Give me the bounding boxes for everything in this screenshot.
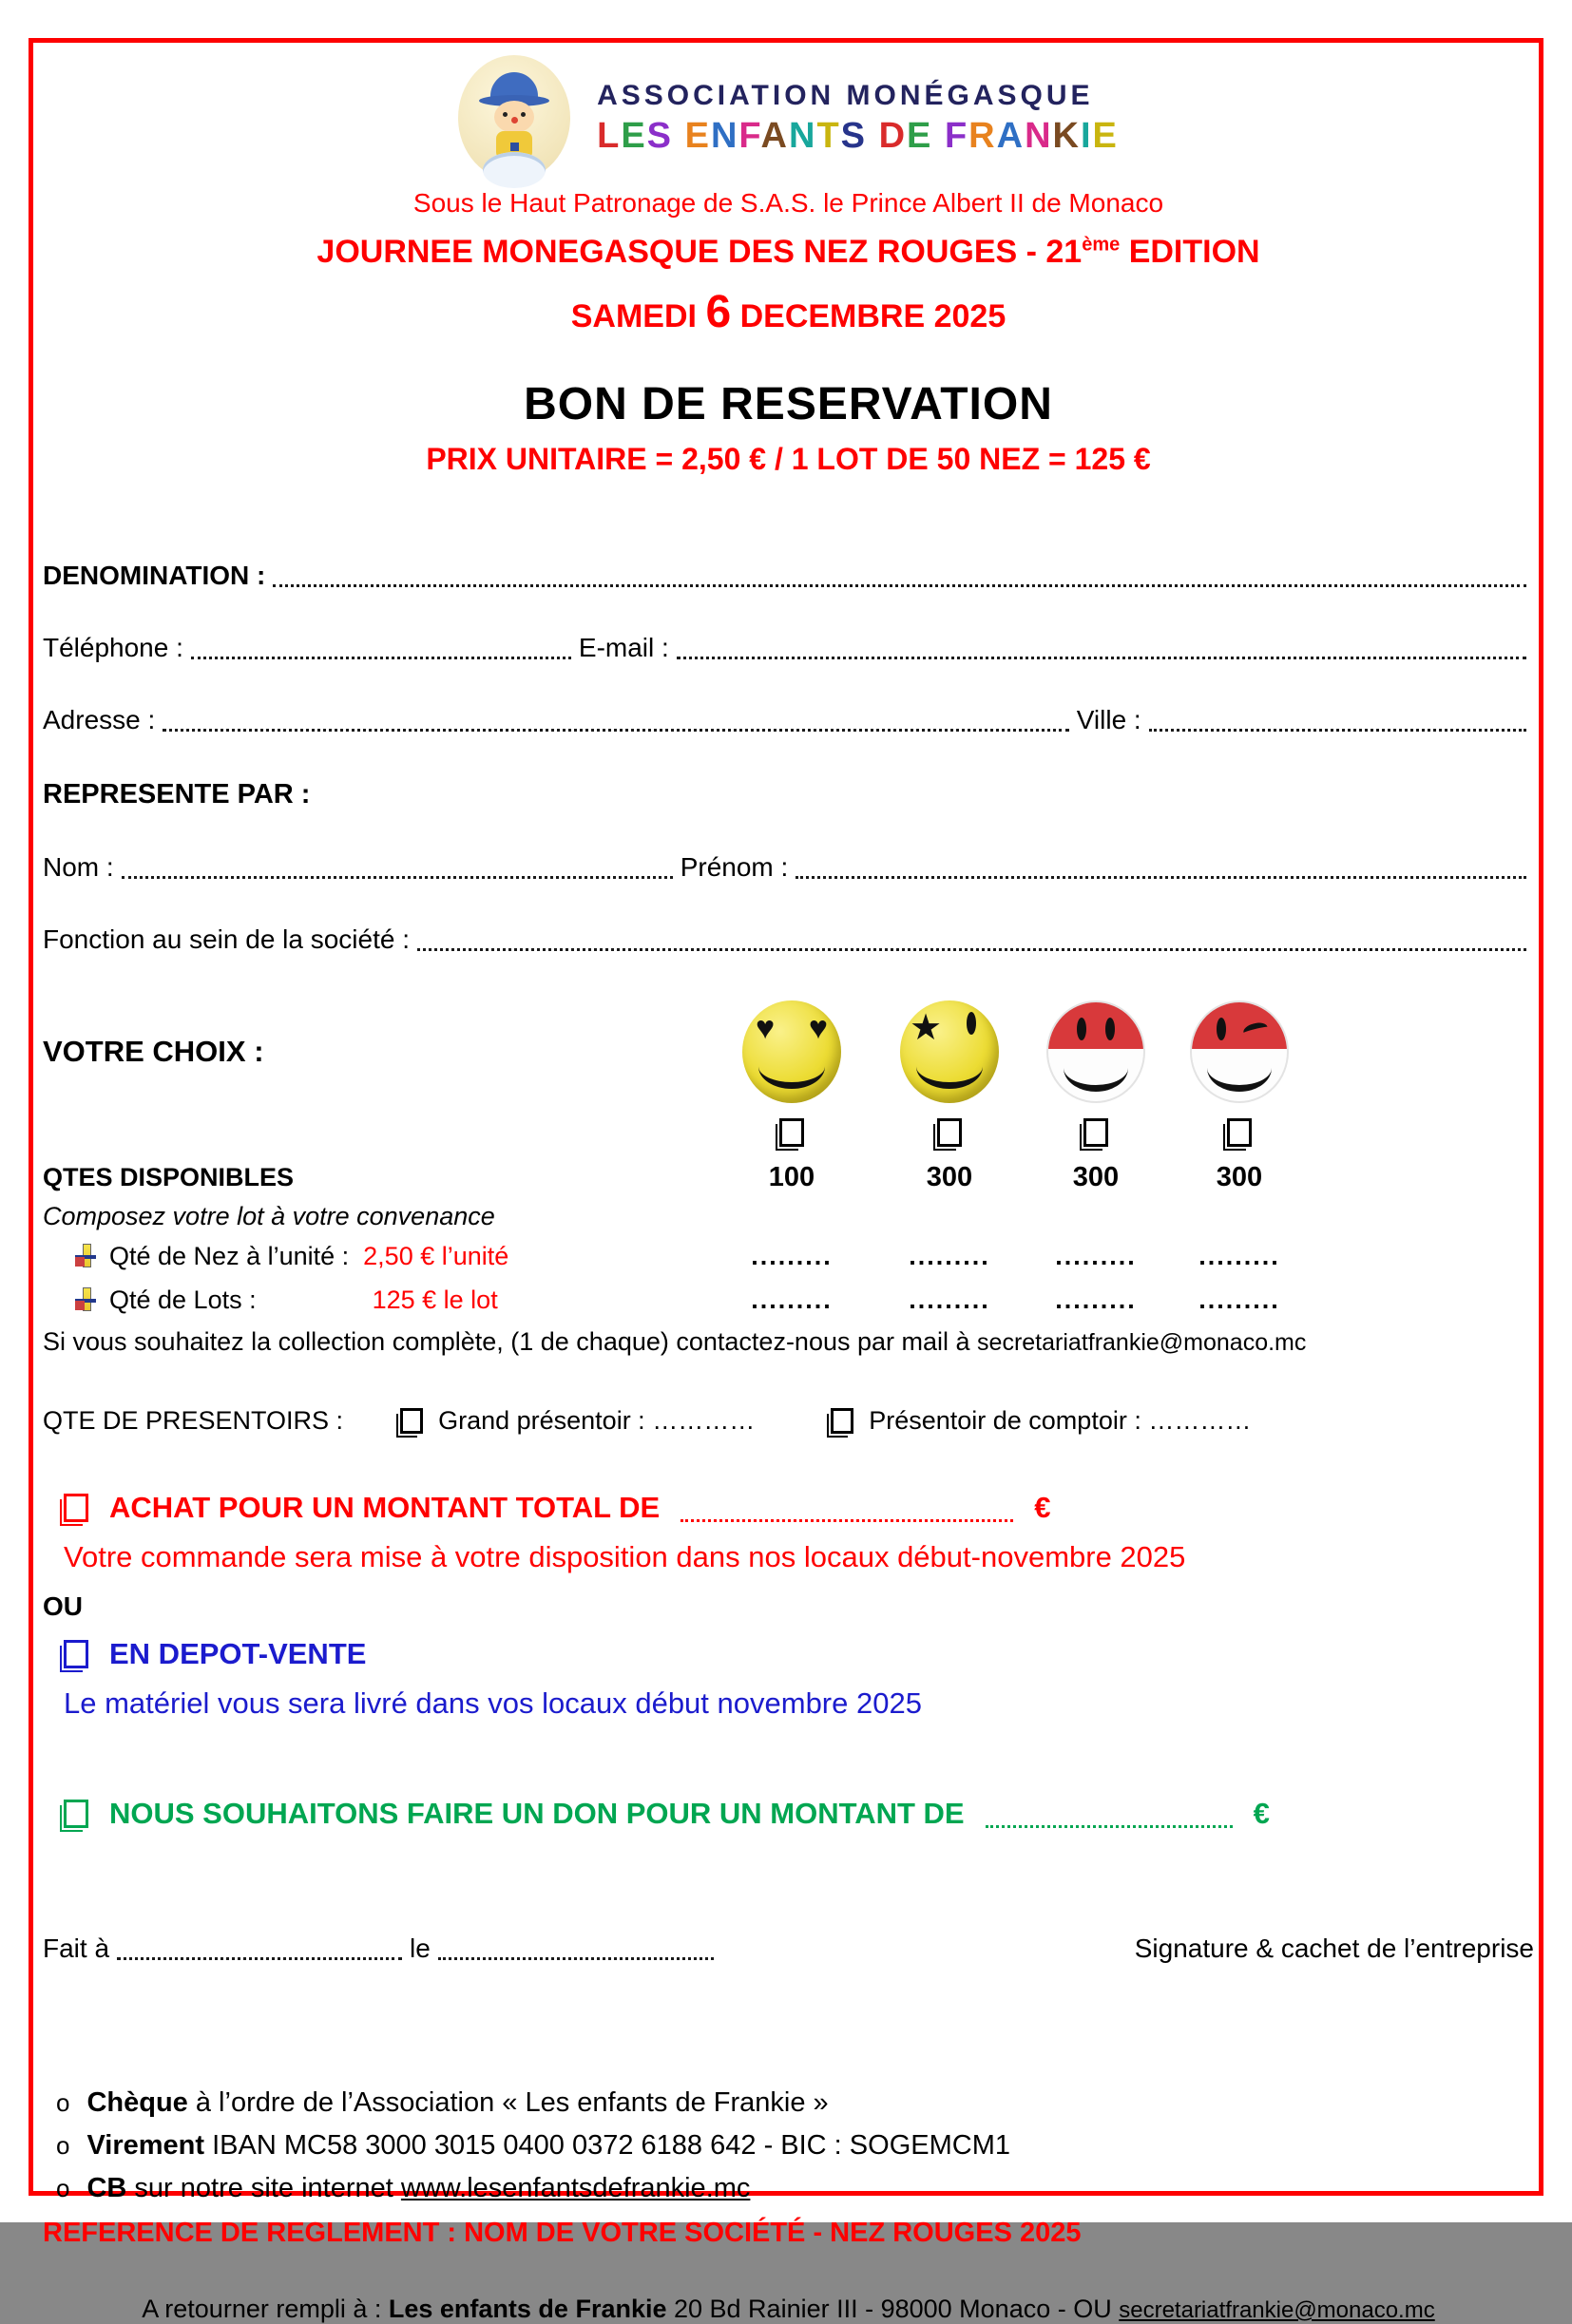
don-amount-field[interactable] (986, 1799, 1233, 1828)
star-eye-smiley-icon: ★ (900, 1000, 999, 1103)
unit-qty-field-3[interactable]: ......... (1055, 1241, 1137, 1270)
payment-cheque: o Chèque à l’ordre de l’Association « Les enfants de Frankie » (56, 2087, 829, 2118)
depot-vente-checkbox[interactable] (64, 1640, 88, 1668)
qty-available-1: 100 (768, 1161, 815, 1192)
telephone-label: Téléphone : (43, 633, 183, 662)
event-title: JOURNEE MONEGASQUE DES NEZ ROUGES - 21ème EDITION (316, 234, 1260, 270)
achat-label: ACHAT POUR UN MONTANT TOTAL DE (109, 1491, 661, 1524)
votre-choix-label: VOTRE CHOIX : (43, 1035, 264, 1068)
plus-bullet-icon (75, 1287, 96, 1313)
signature-cachet-label: Signature & cachet de l’entreprise (1134, 1933, 1534, 1963)
payment-cb: o CB sur notre site internet www.lesenfantsdefrankie.mc (56, 2173, 751, 2203)
unit-qty-field-1[interactable]: ......... (751, 1241, 833, 1270)
unit-qty-row-label: Qté de Nez à l’unité : 2,50 € l’unité (43, 1234, 708, 1278)
signature-row (43, 1933, 1534, 1964)
presentoir-comptoir-checkbox[interactable] (831, 1408, 853, 1434)
association-name-line2: LES ENFANTS DE FRANKIE (597, 115, 1119, 156)
depot-vente-label: EN DEPOT-VENTE (109, 1637, 367, 1670)
prenom-field[interactable] (796, 852, 1526, 879)
circle-bullet-icon: o (56, 2088, 70, 2117)
qty-available-3: 300 (1072, 1161, 1120, 1192)
ville-field[interactable] (1149, 705, 1526, 732)
achat-euro-sign: € (1034, 1491, 1051, 1524)
don-checkbox[interactable] (64, 1800, 88, 1828)
plus-bullet-icon (75, 1244, 96, 1269)
don-option-row (64, 1797, 1534, 1831)
payment-virement: o Virement IBAN MC58 3000 3015 0400 0372 6188 642 - BIC : SOGEMCM1 (56, 2130, 1010, 2161)
nom-label: Nom : (43, 852, 114, 882)
org-name: Les enfants de Frankie (388, 2295, 667, 2323)
denomination-field[interactable] (273, 561, 1526, 587)
grand-presentoir-checkbox[interactable] (400, 1408, 423, 1434)
phone-email-row (43, 633, 1534, 663)
association-name-line1: ASSOCIATION MONÉGASQUE (597, 79, 1094, 111)
unit-qty-field-2[interactable]: ......... (909, 1241, 990, 1270)
circle-bullet-icon: o (56, 2174, 70, 2202)
frankie-clown-logo-icon (458, 55, 570, 181)
le-date-field[interactable] (438, 1933, 714, 1960)
heart-eyes-smiley-icon: ♥ ♥ (742, 1000, 841, 1103)
presentoirs-row (43, 1406, 1534, 1436)
smiley1-checkbox[interactable] (779, 1118, 804, 1147)
qty-available-4: 300 (1216, 1161, 1263, 1192)
circle-bullet-icon: o (56, 2131, 70, 2160)
ville-label: Ville : (1076, 705, 1141, 734)
achat-note: Votre commande sera mise à votre disposition dans nos locaux début-novembre 2025 (64, 1540, 1186, 1573)
email-label: E-mail : (578, 633, 669, 662)
adresse-field[interactable] (163, 705, 1068, 732)
lot-price: 125 € le lot (372, 1285, 498, 1314)
represente-par-label: REPRESENTE PAR : (43, 779, 311, 810)
smiley3-checkbox[interactable] (1083, 1118, 1108, 1147)
denomination-label: DENOMINATION : (43, 561, 266, 590)
depot-note: Le matériel vous sera livré dans vos locaux début novembre 2025 (64, 1686, 922, 1720)
unit-price: 2,50 € l’unité (363, 1241, 509, 1270)
fonction-label: Fonction au sein de la société : (43, 924, 411, 954)
footer-email-link[interactable]: secretariatfrankie@monaco.mc (1119, 2297, 1435, 2323)
compose-note: Composez votre lot à votre convenance (43, 1201, 495, 1230)
contact-email[interactable]: secretariatfrankie@monaco.mc (977, 1329, 1307, 1356)
grand-presentoir-label: Grand présentoir : ………… (438, 1406, 756, 1435)
telephone-field[interactable] (191, 633, 571, 659)
function-row (43, 924, 1534, 955)
prenom-label: Prénom : (680, 852, 789, 882)
payment-reference-line: REFERENCE DE REGLEMENT : NOM DE VOTRE SOCIÉTÉ - NEZ ROUGES 2025 (43, 2218, 1082, 2248)
return-address-line: A retourner rempli à : Les enfants de Frankie 20 Bd Rainier III - 98000 Monaco - OU secretariatfrankie@monaco.mc (142, 2295, 1435, 2323)
email-field[interactable] (677, 633, 1526, 659)
lot-qty-field-1[interactable]: ......... (751, 1285, 833, 1314)
website-link[interactable]: www.lesenfantsdefrankie.mc (400, 2173, 751, 2203)
achat-option-row (64, 1491, 1534, 1525)
payment-methods (43, 2087, 1534, 2249)
achat-checkbox[interactable] (64, 1494, 88, 1522)
collection-note: Si vous souhaitez la collection complète, (1 de chaque) contactez-nous par mail à secretariatfrankie@monaco.mc (43, 1327, 1307, 1356)
page-title: BON DE RESERVATION (524, 379, 1053, 429)
achat-amount-field[interactable] (681, 1493, 1013, 1522)
fonction-field[interactable] (417, 924, 1526, 951)
lot-qty-row-label: Qté de Lots : 125 € le lot (43, 1278, 708, 1322)
name-row (43, 852, 1534, 883)
qty-available-2: 300 (926, 1161, 973, 1192)
depot-option-row (64, 1637, 1534, 1671)
red-cap-smiley-icon (1046, 1000, 1145, 1103)
lot-qty-field-3[interactable]: ......... (1055, 1285, 1137, 1314)
fait-a-label: Fait à (43, 1933, 110, 1963)
association-header (43, 55, 1534, 181)
presentoirs-label: QTE DE PRESENTOIRS : (43, 1406, 344, 1435)
smiley2-checkbox[interactable] (937, 1118, 962, 1147)
choices-grid (43, 995, 1534, 1322)
unit-price-line: PRIX UNITAIRE = 2,50 € / 1 LOT DE 50 NEZ = 125 € (426, 442, 1151, 476)
ou-label: OU (43, 1591, 83, 1621)
smiley4-checkbox[interactable] (1227, 1118, 1252, 1147)
le-label: le (410, 1933, 431, 1963)
patronage-line: Sous le Haut Patronage de S.A.S. le Prince Albert II de Monaco (412, 188, 1164, 218)
lot-qty-field-2[interactable]: ......... (909, 1285, 990, 1314)
fait-a-field[interactable] (117, 1933, 402, 1960)
qtes-disponibles-label: QTES DISPONIBLES (43, 1162, 295, 1191)
lot-qty-field-4[interactable]: ......... (1198, 1285, 1280, 1314)
address-row (43, 705, 1534, 735)
don-euro-sign: € (1253, 1797, 1270, 1830)
denomination-row (43, 561, 1534, 591)
don-label: NOUS SOUHAITONS FAIRE UN DON POUR UN MONTANT DE (109, 1797, 965, 1830)
red-cap-wink-smiley-icon (1190, 1000, 1289, 1103)
unit-qty-field-4[interactable]: ......... (1198, 1241, 1280, 1270)
presentoir-comptoir-label: Présentoir de comptoir : ………… (869, 1406, 1252, 1435)
event-date: SAMEDI 6 DECEMBRE 2025 (570, 287, 1006, 337)
nom-field[interactable] (122, 852, 673, 879)
adresse-label: Adresse : (43, 705, 156, 734)
